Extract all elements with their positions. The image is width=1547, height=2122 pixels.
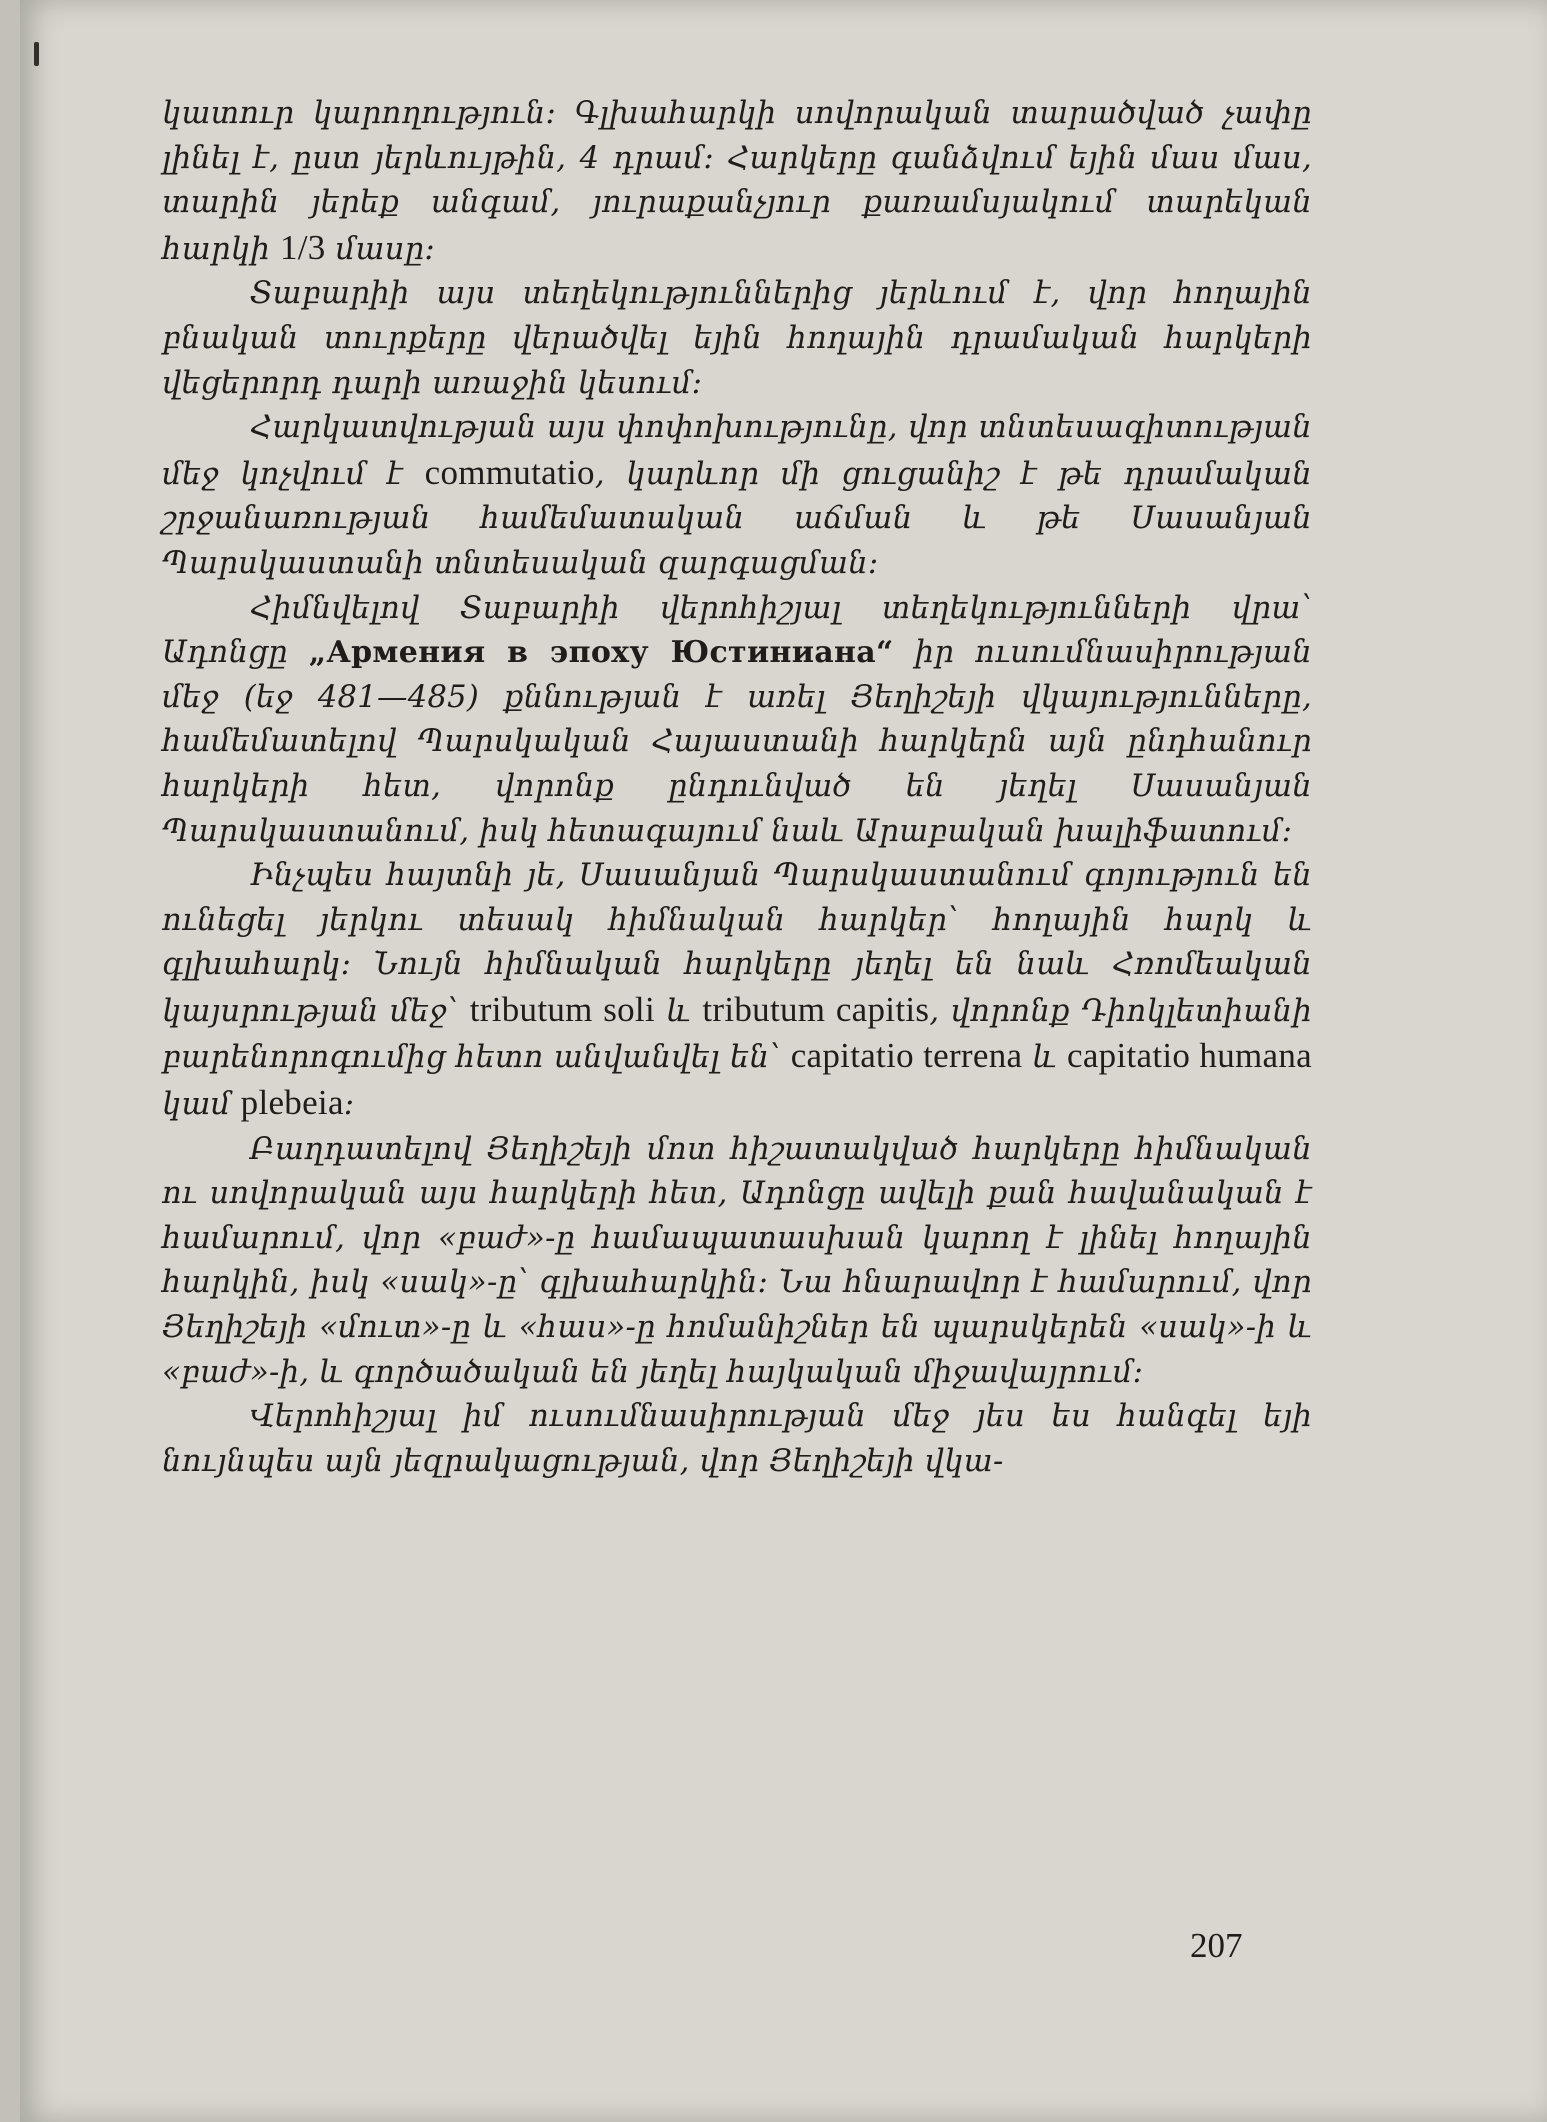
paragraph xyxy=(162,1128,1312,1396)
foreign-term: capitatio humana xyxy=(1067,1036,1313,1076)
foreign-term: commutatio xyxy=(424,452,595,492)
paragraph-text: Տաբարիի այս տեղեկություններից յերևում է, վոր հողային բնական տուրքերը վերածվել եյին հողային դրամական հարկերի վեցերորդ դարի առաջին կեսում: xyxy=(162,276,1312,401)
paragraph xyxy=(162,92,1312,272)
paragraph xyxy=(162,854,1312,1128)
paragraph xyxy=(162,272,1312,406)
paragraph xyxy=(162,406,1312,586)
paragraph-text: և xyxy=(1022,1040,1068,1076)
foreign-term: 1/3 xyxy=(279,227,326,267)
paragraph-text: Բաղդատելով Յեղիշեյի մոտ հիշատակված հարկերը հիմնական ու սովորական այս հարկերի հետ, Ադոնցը ավելի քան հավանական է համարում, վոր «բաժ»-ը համապատասխան կարող է լինել հողային հարկին, իսկ «սակ»-ը՝ գլխահարկին: Նա հնարավոր է համարում, վոր Յեղիշեյի «մուտ»-ը և «հաս»-ը հոմանիշներ են պարսկերեն «սակ»-ի և «բաժ»-ի, և գործածական են յեղել հայկական միջավայրում: xyxy=(162,1131,1312,1390)
paragraph-text: : xyxy=(343,1087,355,1123)
paragraph-text: , կարևոր մի ցուցանիշ է թե դրամական շրջանառության համեմատական աճման և թե Սասանյան Պարսկաստանի տնտեսական զարգացման: xyxy=(162,456,1312,581)
paragraph xyxy=(162,1395,1312,1484)
paragraph-text: կամ xyxy=(162,1087,241,1123)
paragraph-text: Հարկատվության այս փոփոխությունը, վոր տնտեսագիտության մեջ կոչվում է xyxy=(162,410,1312,492)
paragraph-text: Ինչպես հայտնի յե, Սասանյան Պարսկաստանում գոյություն են ունեցել յերկու տեսակ հիմնական հարկեր՝ հողային հարկ և գլխահարկ: Նույն հիմնական հարկերը յեղել են նաև Հռոմեական կայսրության մեջ՝ xyxy=(162,858,1312,1029)
foreign-term: tributum soli xyxy=(469,989,655,1029)
binding-mark xyxy=(34,42,39,66)
page-number: 207 xyxy=(1190,1926,1243,1965)
paragraph-text: իր ուսումնասիրության մեջ (եջ 481—485) քննության է առել Յեղիշեյի վկայությունները, համեմատելով Պարսկական Հայաստանի հարկերն այն ընդհանուր հարկերի հետ, վորոնք ընդունված են յեղել Սասանյան Պարսկաստանում, իսկ հետագայում նաև Արաբական խալիֆատում: xyxy=(162,635,1312,849)
paragraph-text: կատուր կարողություն: Գլխահարկի սովորական տարածված չափը լինել է, ըստ յերևույթին, 4 դրամ: Հարկերը գանձվում եյին մաս մաս, տարին յերեք անգամ, յուրաքանչյուր քառամսյակում տարեկան հարկի xyxy=(162,96,1312,267)
paragraph-text: Հիմնվելով Տաբարիի վերոհիշյալ տեղեկությունների վրա՝ Ադոնցը xyxy=(162,590,1312,671)
paragraph-text: և xyxy=(655,993,703,1029)
foreign-term: tributum capitis xyxy=(702,989,930,1029)
foreign-term: capitatio terrena xyxy=(790,1036,1023,1076)
page-body-text xyxy=(162,92,1312,1484)
paragraph xyxy=(162,587,1312,855)
foreign-term: „Армения в эпоху Юстиниана“ xyxy=(308,635,894,671)
paragraph-text: մասը: xyxy=(325,231,435,267)
paragraph-text: Վերոհիշյալ իմ ուսումնասիրության մեջ յես ես հանգել եյի նույնպես այն յեզրակացության, վոր Յեղիշեյի վկա- xyxy=(162,1399,1312,1479)
paragraph-text: , վորոնք Դիոկլետիանի բարենորոգումից հետո անվանվել են՝ xyxy=(162,993,1313,1076)
book-page xyxy=(20,0,1547,2122)
foreign-term: plebeia xyxy=(240,1083,344,1123)
